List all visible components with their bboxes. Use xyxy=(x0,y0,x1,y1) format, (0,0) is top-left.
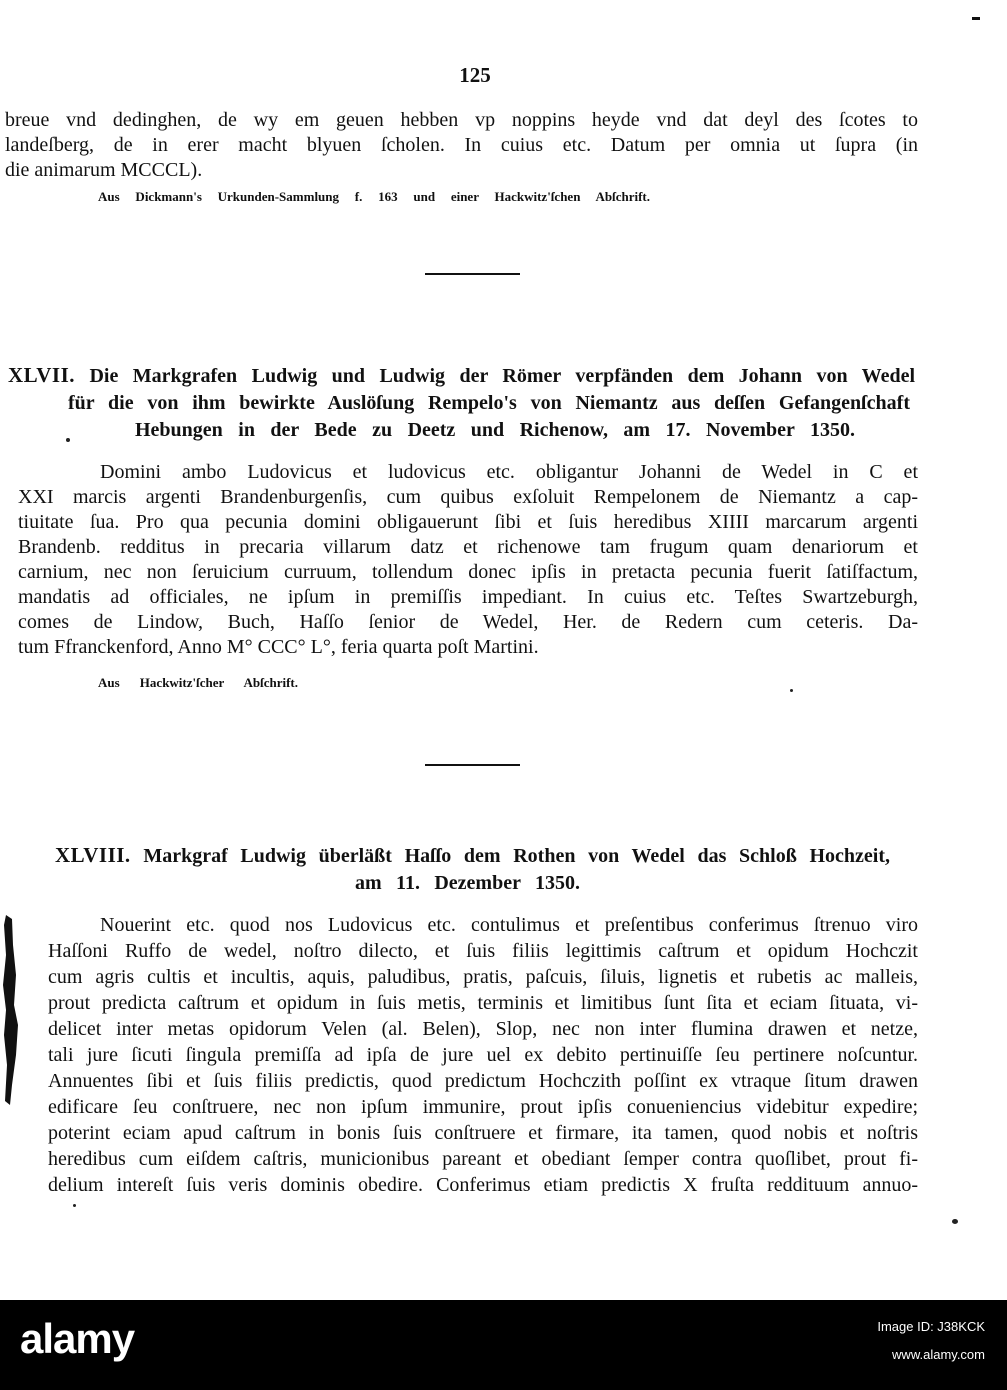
page-number: 125 xyxy=(459,63,491,87)
source-note: Aus Dickmann's Urkunden-Sammlung f. 163 und einer Hackwitz'ſchen Abſchrift. xyxy=(98,189,650,204)
text-line: Brandenb. redditus in precaria villarum datz et richenowe tam frugum quam denariorum et xyxy=(18,536,918,558)
text-line: die animarum MCCCL). xyxy=(5,159,203,181)
previous-document-text xyxy=(5,108,918,183)
text-line: tali jure ſicuti ſingula premiſſa ad ipſa de jure uel ex debito pertinuiſſe ſeu pertinere noſcuntur. xyxy=(48,1044,918,1066)
text-line: delicet inter metas opidorum Velen (al. Belen), Slop, nec non inter flumina drawen et netze, xyxy=(48,1018,918,1040)
document-body xyxy=(48,912,918,1198)
document-heading-line: für die von ihm bewirkte Auslöſung Rempelo's von Niemantz aus deſſen Gefangenſchaft xyxy=(68,392,910,414)
text-line: Nouerint etc. quod nos Ludovicus etc. contulimus et preſentibus conferimus ſtrenuo viro xyxy=(100,914,918,936)
watermark-bar xyxy=(0,1300,1007,1390)
text-line: heredibus cum eiſdem caſtris, municionibus pareant et obediant ſemper contra quoſlibet, prout fi- xyxy=(48,1148,918,1170)
heading-text: Die Markgrafen Ludwig und Ludwig der Römer verpfänden dem Johann von Wedel xyxy=(89,365,915,387)
heading-text: Markgraf Ludwig überläßt Haſſo dem Rothen von Wedel das Schloß Hochzeit, xyxy=(143,845,890,867)
scan-artifact-left-edge xyxy=(0,915,24,1105)
document-body xyxy=(18,460,918,660)
document-heading-line: Hebungen in der Bede zu Deetz und Richenow, am 17. November 1350. xyxy=(135,419,855,441)
alamy-logo: alamy xyxy=(20,1315,135,1362)
document-number: XLVII. xyxy=(8,363,76,387)
scan-dot xyxy=(790,689,793,692)
scan-dot xyxy=(73,1204,76,1207)
watermark-url: www.alamy.com xyxy=(892,1347,985,1362)
text-line: poterint eciam apud caſtrum in bonis ſuis conſtruere et firmare, ita tamen, quod nobis et noſtris xyxy=(48,1122,918,1144)
document-heading-line xyxy=(8,361,915,389)
scan-dot xyxy=(66,438,70,442)
source-note: Aus Hackwitz'ſcher Abſchrift. xyxy=(98,675,298,690)
document-heading-line: am 11. Dezember 1350. xyxy=(355,872,580,894)
text-line: XXI marcis argenti Brandenburgenſis, cum quibus exſoluit Rempelonem de Niemantz a cap- xyxy=(18,486,918,508)
text-line: Annuentes ſibi et ſuis filiis predictis, quod predictum Hochczith poſſint ex vtraque ſitum drawen xyxy=(48,1070,918,1092)
text-line: delium intereſt ſuis veris dominis obedire. Conferimus etiam predictis X fruſta reddituum annuo- xyxy=(48,1174,918,1196)
text-line: landeſberg, de in erer macht blyuen ſcholen. In cuius etc. Datum per omnia ut ſupra (in xyxy=(5,134,918,156)
text-line: prout predicta caſtrum et opidum in ſuis metis, terminis et limitibus ſunt ſita et eciam ſituata, vi- xyxy=(48,992,918,1014)
image-id: Image ID: J38KCK xyxy=(877,1319,985,1334)
text-line: comes de Lindow, Buch, Haſſo ſenior de Wedel, Her. de Redern cum ceteris. Da- xyxy=(18,611,918,633)
text-line: mandatis ad officiales, ne ipſum in premiſſis impediant. In cuius etc. Teſtes Swartzeburgh, xyxy=(18,586,918,608)
text-line: tiuitate ſua. Pro qua pecunia domini obligauerunt ſibi et ſuis heredibus XIIII marcarum argenti xyxy=(18,511,918,533)
section-divider xyxy=(425,764,520,766)
document-number: XLVIII. xyxy=(55,843,131,867)
document-heading-line xyxy=(55,841,890,869)
scan-dot xyxy=(952,1219,958,1224)
section-divider xyxy=(425,273,520,275)
text-line: cum agris cultis et incultis, aquis, paludibus, pratis, paſcuis, ſiluis, lignetis et rubetis ac malleis, xyxy=(48,966,918,988)
text-line: Domini ambo Ludovicus et ludovicus etc. obligantur Johanni de Wedel in C et xyxy=(100,461,918,483)
text-line: tum Ffranckenford, Anno M° CCC° L°, feria quarta poſt Martini. xyxy=(18,636,539,658)
text-line: carnium, nec non ſeruicium curruum, tollendum donec ipſis in pretacta pecunia fuerit ſatiſfactum, xyxy=(18,561,918,583)
text-line: breue vnd dedinghen, de wy em geuen hebben vp noppins heyde vnd dat deyl des ſcotes to xyxy=(5,109,918,131)
text-line: Haſſoni Ruffo de wedel, noſtro dilecto, et ſuis filiis legittimis caſtrum et opidum Hochczit xyxy=(48,940,918,962)
scan-mark-top-right xyxy=(972,17,980,20)
text-line: edificare ſeu conſtruere, nec non ipſum immunire, prout ipſis conueniencius videbitur expedire; xyxy=(48,1096,918,1118)
